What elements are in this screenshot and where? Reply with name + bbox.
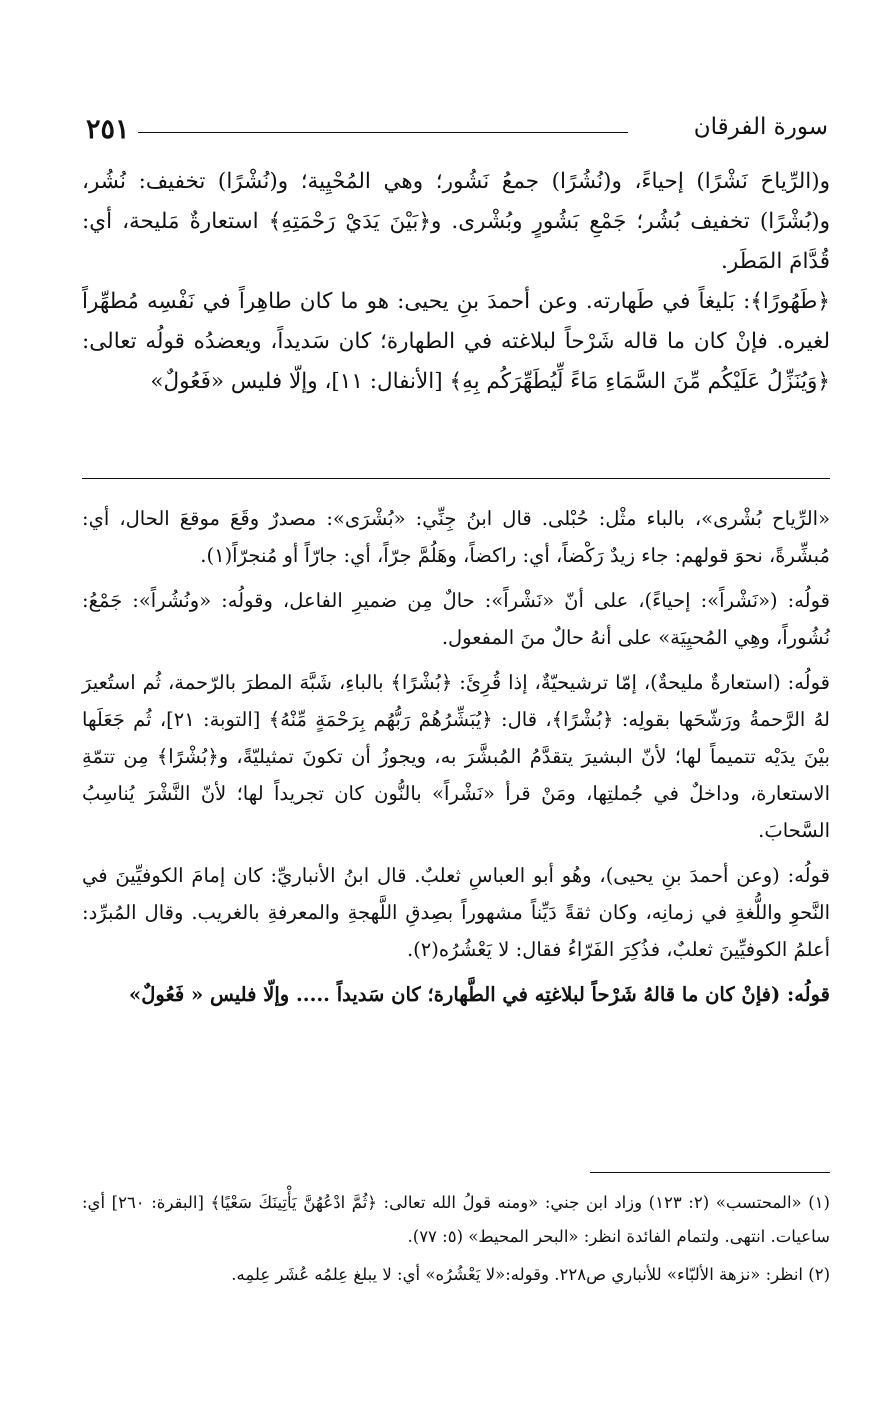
footnote: (٢) انظر: «نزهة الألبّاء» للأنباري ص٢٢٨. وقوله:«لا يَعْشُرُه» أي: لا يبلغ عِلمُه عُشَر عِلمِه.	[231, 1265, 830, 1284]
main-text	[82, 162, 830, 402]
page-header	[86, 110, 828, 150]
surah-title: سورة الفرقان	[693, 114, 828, 140]
main-paragraph: ﴿طَهُورًا﴾: بَليغاً في طَهارته. وعن أحمدَ بنِ يحيى: هو ما كان طاهِراً في نَفْسِه مُطهِّراً لغيره. فإنْ كان ما قاله شَرْحاً لبلاغته في الطهارة؛ كان سَديداً، ويعضدُه قولُه تعالى: ﴿وَيُنَزِّلُ عَلَيْكُم مِّنَ السَّمَاءِ مَاءً لِّيُطَهِّرَكُم بِهِ﴾ [الأنفال: ١١]، وإلّا فليس «فَعُولٌ»	[82, 289, 830, 394]
footnotes	[82, 1186, 830, 1292]
footnote: (١) «المحتسب» (٢: ١٢٣) وزاد ابن جني: «ومنه قولُ الله تعالى: ﴿ثُمَّ ادْعُهُنَّ يَأْتِينَكَ سَعْيًا﴾ [البقرة: ٢٦٠] أي: ساعيات. انتهى. ولتمام الفائدة انظر: «البحر المحيط» (٥: ٧٧).	[82, 1193, 830, 1246]
commentary-paragraph: قولُه: (وعن أحمدَ بنِ يحيى)، وهُو أبو العباسِ ثعلبٌ. قال ابنُ الأنباريِّ: كان إمامَ الكوفيِّينَ في النَّحوِ واللُّغةِ في زمانِه، وكان ثقةً دَيِّناً مشهوراً بصِدقِ اللَّهجةِ والمعرفةِ بالغريب. وقال المُبرِّد: أعلمُ الكوفيِّينَ ثعلبٌ، فذُكِرَ الفَرّاءُ فقال: لا يَعْشُرُه(٢).	[82, 864, 830, 961]
footnote-divider	[590, 1172, 830, 1173]
section-divider	[82, 478, 830, 479]
commentary-paragraph: قولُه: (استعارةٌ مليحةٌ)، إمّا ترشيحيّةٌ، إذا قُرِئَ: ﴿بُشْرًا﴾ بالباءِ، شَبَّهَ المطرَ بالرّحمة، ثُم استُعيرَ لهُ الرَّحمةُ ورَشّحَها بقولِه: ﴿بُشْرًا﴾، قال: ﴿يُبَشِّرُهُمْ رَبُّهُم بِرَحْمَةٍ مِّنْهُ﴾ [التوبة: ٢١]، ثُم جَعَلَها بيْنَ يدَيْه تتميماً لها؛ لأنّ البشيرَ يتقدَّمُ المُبشَّرَ به، ويجوزُ أن تكونَ تمثيليّةً، و﴿بُشْرًا﴾ مِن تتمّةِ الاستعارة، وداخلٌ في جُملتِها، ومَنْ قرأ «نَشْراً» بالنُّون كان تجريداً لها؛ لأنّ النَّشْرَ يُناسِبُ السَّحابَ.	[82, 671, 830, 842]
commentary-paragraph: قولُه: («نَشْراً»: إحياءً)، على أنّ «نَشْراً»: حالٌ مِن ضميرِ الفاعل، وقولُه: «ونُشُراً»: جَمْعُ: نُشُوراً، وهِي المُحيِيَة» على أنهُ حالٌ منَ المفعول.	[82, 589, 830, 649]
commentary	[82, 500, 830, 1013]
page-number: ٢٥١	[86, 114, 130, 145]
commentary-paragraph: «الرِّياح بُشْرى»، بالباء مثْل: حُبْلى. قال ابنُ جِنِّي: «بُشْرَى»: مصدرٌ وقَعَ موقعَ الحال، أي: مُبشِّرةً، نحوَ قولهم: جاء زيدٌ رَكْضاً، أي: راكضاً، وهَلُمَّ جرّاً، أي: جارّاً أو مُنجرّاً(١).	[82, 507, 830, 567]
header-rule	[138, 132, 628, 133]
main-paragraph: و(الرِّياحَ نَشْرًا) إحياءً، و(نُشُرًا) جمعُ نَشُور؛ وهي المُحْيِية؛ و(نُشْرًا) تخفيف: نُشُر، و(بُشْرًا) تخفيف بُشُر؛ جَمْعِ بَشُورٍ وبُشْرى. و﴿بَيْنَ يَدَيْ رَحْمَتِهِ﴾ استعارةٌ مَليحة، أي: قُدَّامَ المَطَر.	[82, 169, 830, 274]
commentary-paragraph: قولُه: (فإنْ كان ما قالهُ شَرْحاً لبلاغتِه في الطَّهارة؛ كان سَديداً ..... وإلّا فليس « فَعُولٌ»	[129, 983, 830, 1006]
